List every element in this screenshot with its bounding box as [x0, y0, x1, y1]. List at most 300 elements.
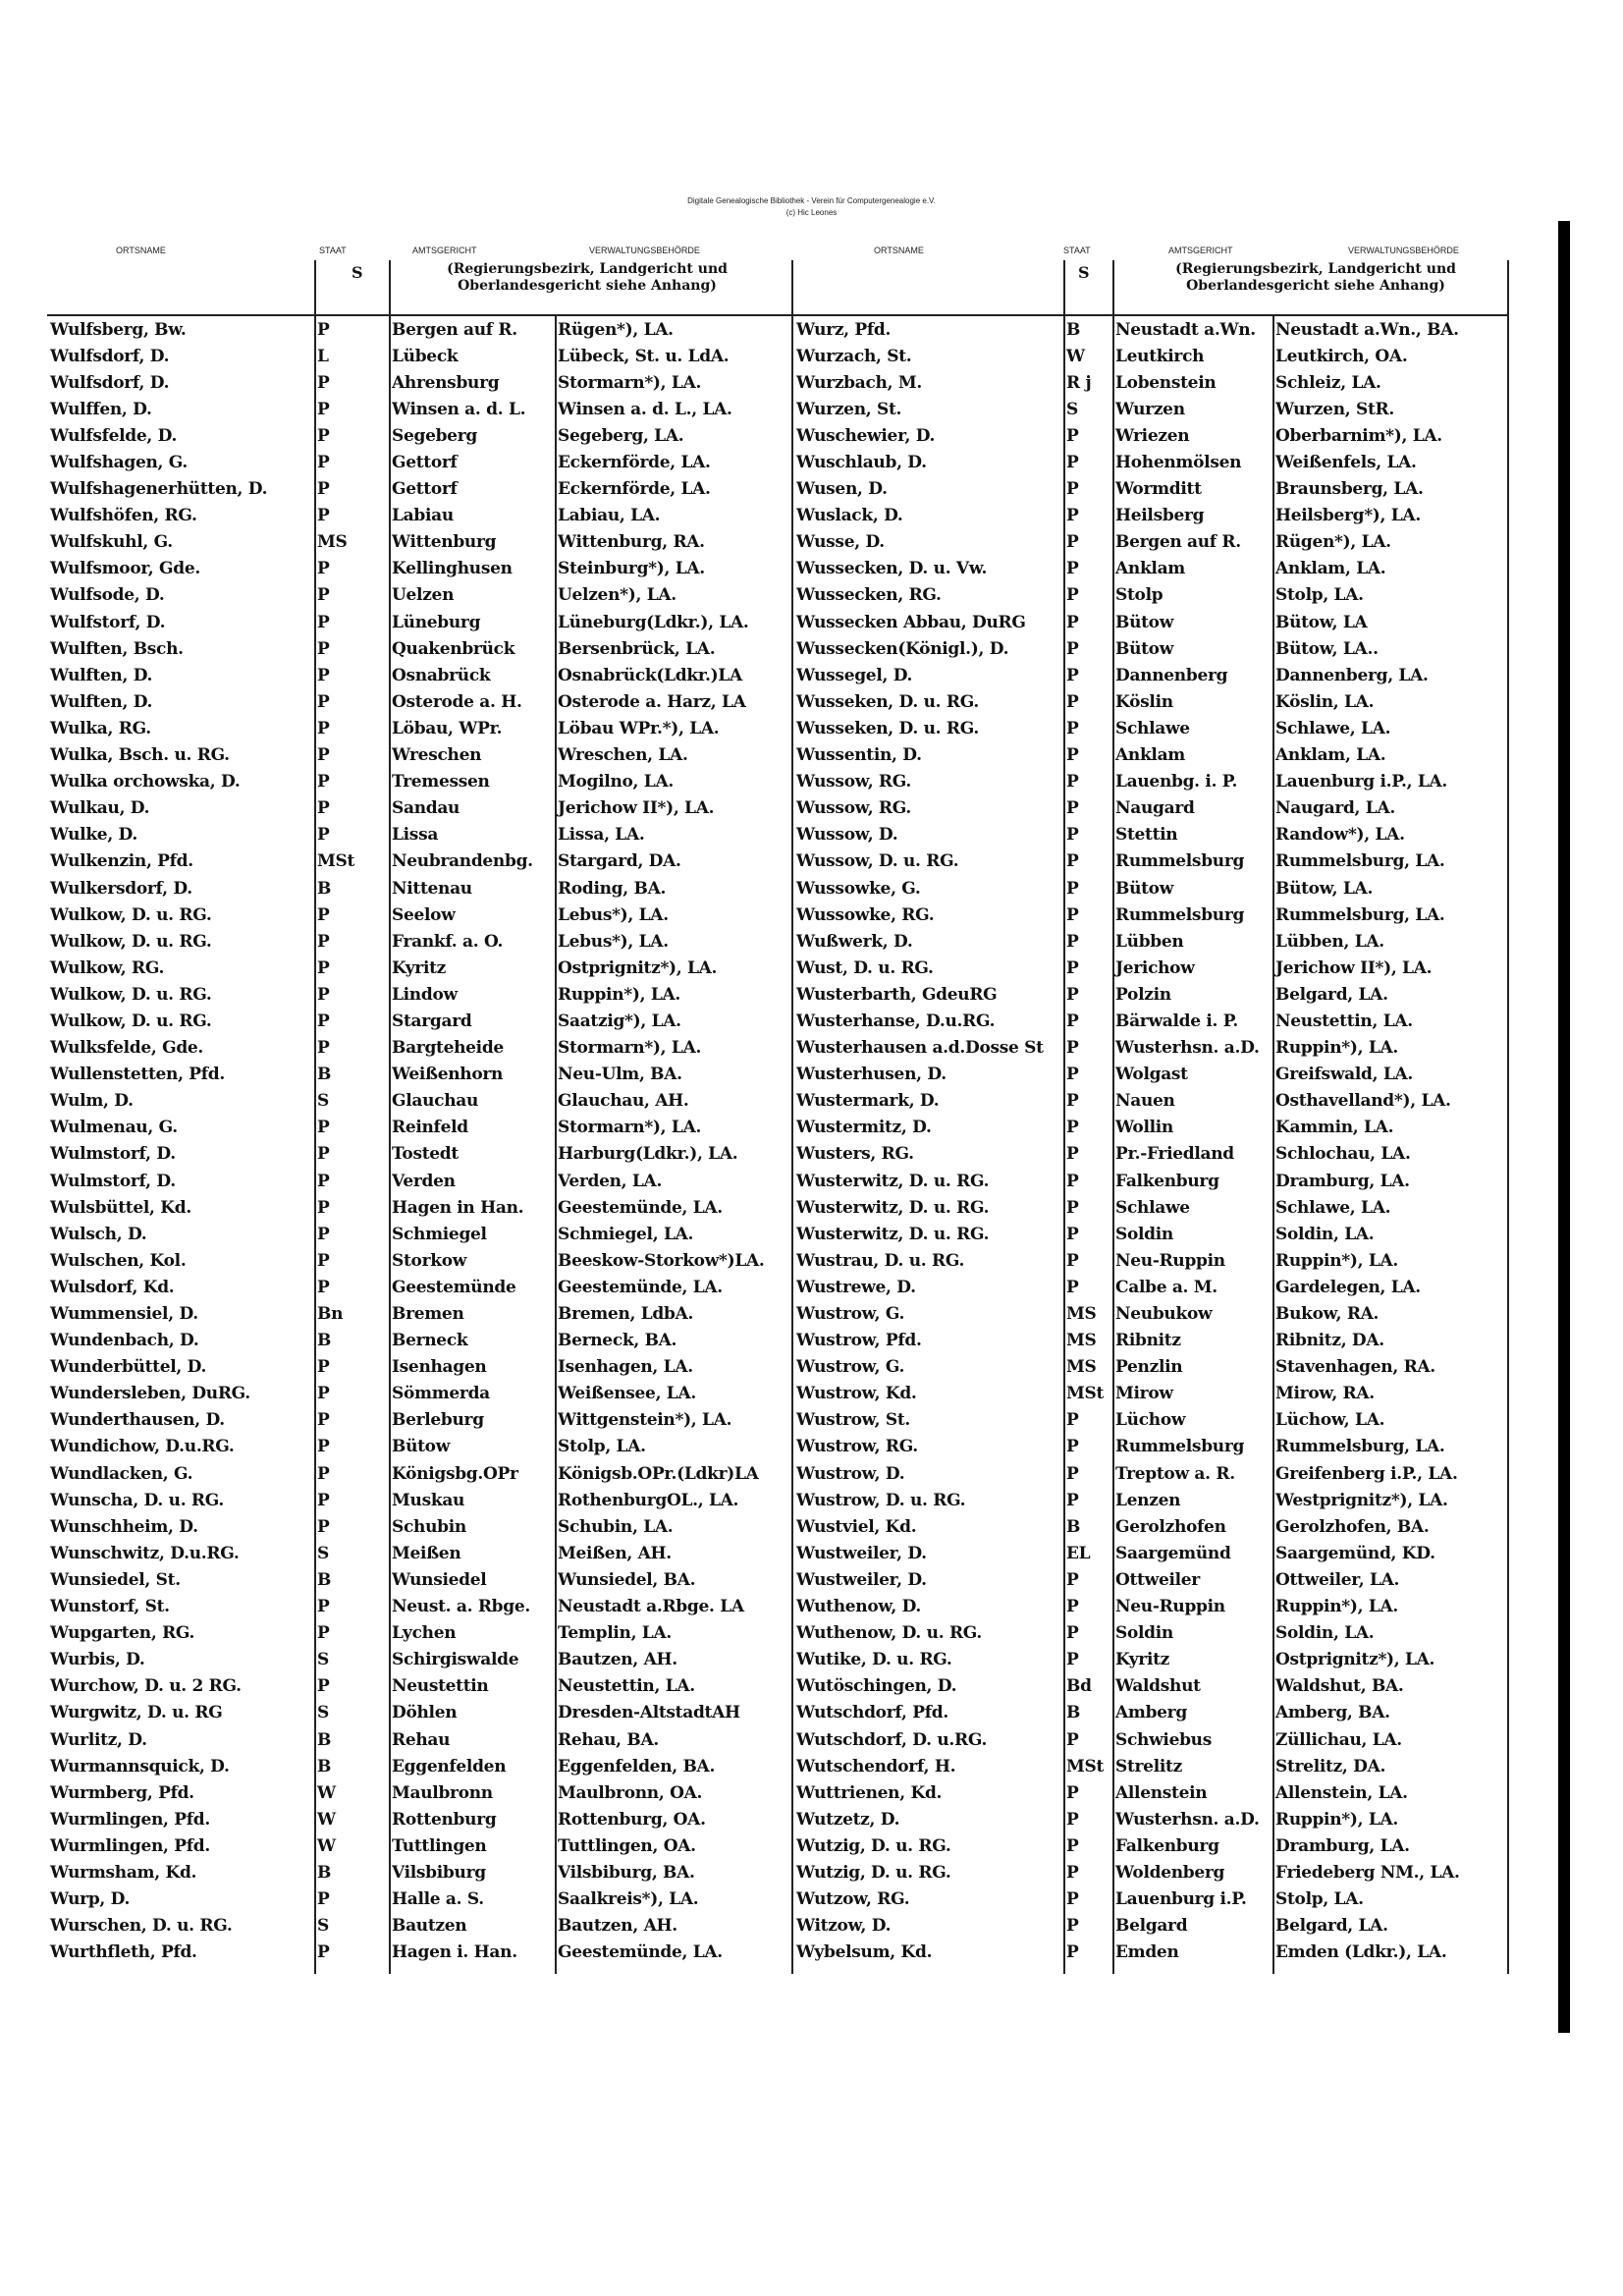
- ortsname-cell: Wutöschingen, D.: [796, 1676, 957, 1697]
- ortsname-cell: Wussecken, D. u. Vw.: [796, 559, 988, 579]
- staat-cell: MS: [1066, 1331, 1097, 1351]
- ortsname-cell: Wulfshagen, G.: [50, 453, 189, 473]
- verwaltung-cell: Berneck, BA.: [558, 1331, 677, 1351]
- table-row: [47, 1062, 791, 1088]
- ortsname-cell: Wussentin, D.: [796, 745, 922, 766]
- table-row: [47, 1700, 791, 1726]
- table-row: [47, 1115, 791, 1141]
- table-row: [793, 1806, 1507, 1832]
- staat-cell: P: [317, 1676, 330, 1697]
- staat-cell: S: [1066, 399, 1078, 419]
- ortsname-cell: Wustrow, St.: [796, 1410, 911, 1431]
- staat-cell: P: [1066, 1597, 1079, 1617]
- table-row: [793, 1221, 1507, 1247]
- table-row: [47, 1779, 791, 1806]
- amtsgericht-cell: Rottenburg: [392, 1809, 497, 1830]
- table-row: [793, 822, 1507, 848]
- amtsgericht-cell: Dannenberg: [1115, 665, 1228, 685]
- staat-cell: P: [317, 1437, 330, 1457]
- ortsname-cell: Wurmberg, Pfd.: [50, 1782, 194, 1803]
- table-row: [47, 1247, 791, 1274]
- verwaltung-cell: Tuttlingen, OA.: [558, 1835, 696, 1856]
- note-line-2: Oberlandesgericht siehe Anhang): [458, 278, 717, 294]
- table-row: [793, 422, 1507, 449]
- ortsname-cell: Wunstorf, St.: [50, 1597, 170, 1617]
- staat-cell: P: [317, 1889, 330, 1910]
- staat-cell: P: [1066, 1065, 1079, 1085]
- amtsgericht-cell: Segeberg: [392, 425, 477, 446]
- ortsname-cell: Wulsch, D.: [50, 1224, 147, 1244]
- ortsname-cell: Wusterhusen, D.: [796, 1065, 947, 1085]
- staat-cell: P: [1066, 1782, 1079, 1803]
- header-amtsgericht-right: AMTSGERICHT: [1168, 246, 1233, 255]
- amtsgericht-cell: Polzin: [1115, 984, 1171, 1005]
- verwaltung-cell: Dramburg, LA.: [1275, 1171, 1410, 1191]
- ortsname-cell: Wurmannsquick, D.: [50, 1756, 230, 1777]
- staat-cell: P: [1066, 1916, 1079, 1937]
- table-row: [47, 1594, 791, 1620]
- amtsgericht-cell: Labiau: [392, 506, 454, 526]
- copyright-line: (c) Hic Leones: [785, 208, 838, 217]
- table-row: [793, 1460, 1507, 1487]
- verwaltung-cell: Wittgenstein*), LA.: [558, 1410, 732, 1431]
- amtsgericht-cell: Bütow: [1115, 878, 1174, 899]
- ortsname-cell: Wussegel, D.: [796, 665, 913, 685]
- verwaltung-cell: Saargemünd, KD.: [1275, 1543, 1435, 1563]
- table-row: [47, 1407, 791, 1434]
- staat-cell: P: [1066, 1942, 1079, 1963]
- amtsgericht-cell: Wurzen: [1115, 399, 1185, 419]
- verwaltung-cell: Greifswald, LA.: [1275, 1065, 1414, 1085]
- table-row: [793, 1594, 1507, 1620]
- staat-cell: P: [1066, 1437, 1079, 1457]
- staat-cell: P: [317, 772, 330, 793]
- ortsname-cell: Wusseken, D. u. RG.: [796, 718, 979, 738]
- table-row: [47, 1886, 791, 1913]
- amtsgericht-cell: Pr.-Friedland: [1115, 1144, 1234, 1165]
- verwaltung-cell: Stargard, DA.: [558, 851, 681, 872]
- staat-cell: S: [317, 1916, 329, 1937]
- amtsgericht-cell: Sömmerda: [392, 1384, 490, 1404]
- amtsgericht-cell: Wriezen: [1115, 425, 1190, 446]
- amtsgericht-cell: Döhlen: [392, 1703, 458, 1723]
- note-line-1: (Regierungsbezirk, Landgericht und: [447, 261, 728, 277]
- table-row: [47, 981, 791, 1008]
- ortsname-cell: Wustrow, G.: [796, 1357, 905, 1378]
- table-row: [47, 1513, 791, 1540]
- ortsname-cell: Wulfsfelde, D.: [50, 425, 178, 446]
- table-row: [793, 1886, 1507, 1913]
- table-row: [47, 476, 791, 503]
- table-row: [47, 369, 791, 396]
- amtsgericht-cell: Seelow: [392, 904, 456, 925]
- ortsname-cell: Wutike, D. u. RG.: [796, 1650, 952, 1670]
- staat-cell: P: [1066, 1011, 1079, 1031]
- table-row: [793, 369, 1507, 396]
- amtsgericht-cell: Waldshut: [1115, 1676, 1201, 1697]
- amtsgericht-cell: Halle a. S.: [392, 1889, 484, 1910]
- table-row: [793, 1062, 1507, 1088]
- verwaltung-cell: Glauchau, AH.: [558, 1091, 689, 1112]
- verwaltung-cell: Emden (Ldkr.), LA.: [1275, 1942, 1447, 1963]
- table-row: [47, 955, 791, 981]
- verwaltung-cell: Lübben, LA.: [1275, 931, 1384, 952]
- staat-cell: W: [1066, 346, 1085, 366]
- verwaltung-cell: Wreschen, LA.: [558, 745, 688, 766]
- verwaltung-cell: Neustettin, LA.: [1275, 1011, 1413, 1031]
- verwaltung-cell: Uelzen*), LA.: [558, 585, 676, 606]
- verwaltung-cell: Rügen*), LA.: [1275, 532, 1391, 553]
- amtsgericht-cell: Lüneburg: [392, 612, 481, 632]
- verwaltung-cell: Braunsberg, LA.: [1275, 479, 1424, 500]
- table-row: [793, 556, 1507, 582]
- staat-cell: P: [317, 1357, 330, 1378]
- amtsgericht-cell: Stolp: [1115, 585, 1163, 606]
- ortsname-cell: Wulfskuhl, G.: [50, 532, 173, 553]
- verwaltung-cell: Züllichau, LA.: [1275, 1729, 1402, 1750]
- table-row: [793, 1726, 1507, 1753]
- ortsname-cell: Wurchow, D. u. 2 RG.: [50, 1676, 242, 1697]
- verwaltung-cell: Westprignitz*), LA.: [1275, 1490, 1448, 1510]
- verwaltung-cell: Lüneburg(Ldkr.), LA.: [558, 612, 749, 632]
- table-row: [793, 1673, 1507, 1700]
- verwaltung-cell: Eckernförde, LA.: [558, 479, 711, 500]
- table-row: [47, 582, 791, 609]
- staat-cell: EL: [1066, 1543, 1091, 1563]
- staat-cell: P: [317, 585, 330, 606]
- table-row: [47, 1940, 791, 1966]
- verwaltung-cell: Schlochau, LA.: [1275, 1144, 1411, 1165]
- ortsname-cell: Wulkow, D. u. RG.: [50, 1011, 212, 1031]
- table-row: [793, 1300, 1507, 1327]
- staat-cell: P: [317, 957, 330, 978]
- table-row: [47, 1008, 791, 1034]
- amtsgericht-cell: Lauenburg i.P.: [1115, 1889, 1247, 1910]
- staat-cell: P: [317, 1011, 330, 1031]
- amtsgericht-cell: Bütow: [392, 1437, 451, 1457]
- amtsgericht-cell: Wollin: [1115, 1118, 1173, 1138]
- staat-cell: P: [1066, 638, 1079, 659]
- table-row: [47, 343, 791, 369]
- ortsname-cell: Wußwerk, D.: [796, 931, 913, 952]
- table-row: [793, 1328, 1507, 1354]
- ortsname-cell: Wundenbach, D.: [50, 1331, 199, 1351]
- ortsname-cell: Wussow, D.: [796, 825, 898, 846]
- ortsname-cell: Wurlitz, D.: [50, 1729, 147, 1750]
- amtsgericht-cell: Neubukow: [1115, 1304, 1213, 1325]
- table-row: [47, 1328, 791, 1354]
- amtsgericht-cell: Calbe a. M.: [1115, 1277, 1217, 1297]
- verwaltung-cell: Saatzig*), LA.: [558, 1011, 681, 1031]
- staat-cell: P: [1066, 931, 1079, 952]
- ortsname-cell: Wulkow, D. u. RG.: [50, 931, 212, 952]
- table-row: [47, 875, 791, 902]
- table-row: [793, 928, 1507, 955]
- staat-cell: S: [317, 1543, 329, 1563]
- verwaltung-cell: Bersenbrück, LA.: [558, 638, 716, 659]
- table-row: [793, 875, 1507, 902]
- staat-cell: P: [317, 1118, 330, 1138]
- amtsgericht-cell: Neu-Ruppin: [1115, 1250, 1225, 1271]
- verwaltung-cell: Verden, LA.: [558, 1171, 663, 1191]
- ortsname-cell: Wupgarten, RG.: [50, 1623, 195, 1644]
- verwaltung-cell: Osnabrück(Ldkr.)LA: [558, 665, 742, 685]
- verwaltung-cell: Harburg(Ldkr.), LA.: [558, 1144, 738, 1165]
- staat-cell: P: [1066, 1809, 1079, 1830]
- staat-cell: B: [317, 878, 332, 899]
- amtsgericht-cell: Lübeck: [392, 346, 459, 366]
- amtsgericht-cell: Schirgiswalde: [392, 1650, 519, 1670]
- amtsgericht-cell: Neubrandenbg.: [392, 851, 533, 872]
- ortsname-cell: Wusterbarth, GdeuRG: [796, 984, 998, 1005]
- ortsname-cell: Wulkow, RG.: [50, 957, 165, 978]
- ortsname-cell: Wullenstetten, Pfd.: [50, 1065, 226, 1085]
- table-row: [793, 795, 1507, 822]
- amtsgericht-cell: Nittenau: [392, 878, 472, 899]
- table-row: [793, 1753, 1507, 1779]
- verwaltung-cell: Templin, LA.: [558, 1623, 672, 1644]
- header-staat-right: STAAT: [1063, 246, 1091, 255]
- table-row: [793, 1620, 1507, 1647]
- verwaltung-cell: Rottenburg, OA.: [558, 1809, 706, 1830]
- amtsgericht-cell: Lenzen: [1115, 1490, 1181, 1510]
- ortsname-cell: Wummensiel, D.: [50, 1304, 198, 1325]
- verwaltung-cell: Mogilno, LA.: [558, 772, 674, 793]
- table-row: [793, 1700, 1507, 1726]
- verwaltung-cell: Stormarn*), LA.: [558, 372, 702, 393]
- amtsgericht-cell: Winsen a. d. L.: [392, 399, 526, 419]
- staat-cell: P: [317, 506, 330, 526]
- ortsname-cell: Wusseken, D. u. RG.: [796, 691, 979, 712]
- verwaltung-cell: Bautzen, AH.: [558, 1916, 677, 1937]
- table-row: [793, 1354, 1507, 1381]
- verwaltung-cell: Belgard, LA.: [1275, 984, 1388, 1005]
- amtsgericht-cell: Tremessen: [392, 772, 490, 793]
- table-row: [47, 1274, 791, 1300]
- staat-cell: P: [1066, 772, 1079, 793]
- staat-cell: P: [317, 612, 330, 632]
- amtsgericht-cell: Königsbg.OPr: [392, 1463, 518, 1484]
- table-row: [793, 529, 1507, 556]
- amtsgericht-cell: Rummelsburg: [1115, 851, 1245, 872]
- amtsgericht-cell: Schlawe: [1115, 1197, 1190, 1218]
- staat-cell: P: [1066, 612, 1079, 632]
- amtsgericht-cell: Löbau, WPr.: [392, 718, 503, 738]
- amtsgericht-cell: Wunsiedel: [392, 1569, 487, 1590]
- verwaltung-cell: Heilsberg*), LA.: [1275, 506, 1421, 526]
- amtsgericht-cell: Allenstein: [1115, 1782, 1208, 1803]
- verwaltung-cell: Bautzen, AH.: [558, 1650, 677, 1670]
- amtsgericht-cell: Osterode a. H.: [392, 691, 522, 712]
- note-line-2: Oberlandesgericht siehe Anhang): [1186, 278, 1445, 294]
- staat-cell: P: [317, 1144, 330, 1165]
- staat-cell: P: [1066, 1463, 1079, 1484]
- verwaltung-cell: Stormarn*), LA.: [558, 1038, 702, 1059]
- staat-cell: W: [317, 1782, 336, 1803]
- table-row: [47, 848, 791, 875]
- staat-cell: P: [1066, 1835, 1079, 1856]
- table-row: [47, 449, 791, 475]
- table-row: [47, 1088, 791, 1115]
- ortsname-cell: Wustrow, D. u. RG.: [796, 1490, 966, 1510]
- ortsname-cell: Wurmlingen, Pfd.: [50, 1835, 210, 1856]
- staat-cell: P: [317, 559, 330, 579]
- staat-cell: P: [317, 904, 330, 925]
- verwaltung-cell: Dresden-AltstadtAH: [558, 1703, 740, 1723]
- staat-cell: W: [317, 1809, 336, 1830]
- staat-cell: P: [317, 931, 330, 952]
- table-row: [793, 1566, 1507, 1593]
- ortsname-cell: Wustweiler, D.: [796, 1543, 927, 1563]
- table-row: [47, 1487, 791, 1513]
- ortsname-cell: Wuschlaub, D.: [796, 453, 927, 473]
- verwaltung-cell: Eckernförde, LA.: [558, 453, 711, 473]
- amtsgericht-cell: Bergen auf R.: [392, 319, 517, 340]
- ortsname-cell: Wustermitz, D.: [796, 1118, 932, 1138]
- ortsname-cell: Wutzig, D. u. RG.: [796, 1835, 951, 1856]
- verwaltung-cell: Gerolzhofen, BA.: [1275, 1516, 1430, 1537]
- verwaltung-cell: Steinburg*), LA.: [558, 559, 705, 579]
- staat-cell: P: [317, 1942, 330, 1963]
- ortsname-cell: Wulka orchowska, D.: [50, 772, 241, 793]
- ortsname-cell: Wustrow, RG.: [796, 1437, 918, 1457]
- ortsname-cell: Wulke, D.: [50, 825, 138, 846]
- staat-cell: B: [317, 1569, 332, 1590]
- verwaltung-cell: Wunsiedel, BA.: [558, 1569, 696, 1590]
- amtsgericht-cell: Isenhagen: [392, 1357, 487, 1378]
- amtsgericht-cell: Hagen i. Han.: [392, 1942, 517, 1963]
- subheader-note-right: [1119, 261, 1512, 295]
- amtsgericht-cell: Storkow: [392, 1250, 467, 1271]
- ortsname-cell: Wulften, D.: [50, 691, 153, 712]
- table-row: [793, 1035, 1507, 1062]
- amtsgericht-cell: Anklam: [1115, 559, 1185, 579]
- amtsgericht-cell: Ribnitz: [1115, 1331, 1181, 1351]
- verwaltung-cell: Beeskow-Storkow*)LA.: [558, 1250, 765, 1271]
- ortsname-cell: Wustermark, D.: [796, 1091, 940, 1112]
- table-row: [793, 316, 1507, 343]
- verwaltung-cell: Soldin, LA.: [1275, 1623, 1375, 1644]
- amtsgericht-cell: Neustettin: [392, 1676, 489, 1697]
- table-row: [793, 1381, 1507, 1407]
- amtsgericht-cell: Nauen: [1115, 1091, 1175, 1112]
- amtsgericht-cell: Berneck: [392, 1331, 468, 1351]
- verwaltung-cell: Schlawe, LA.: [1275, 1197, 1391, 1218]
- staat-cell: P: [317, 718, 330, 738]
- ortsname-cell: Wulsbüttel, Kd.: [50, 1197, 191, 1218]
- staat-cell: P: [1066, 479, 1079, 500]
- ortsname-cell: Wunderbüttel, D.: [50, 1357, 207, 1378]
- staat-cell: P: [1066, 984, 1079, 1005]
- table-row: [793, 662, 1507, 688]
- ortsname-cell: Wulften, D.: [50, 665, 153, 685]
- verwaltung-cell: Rummelsburg, LA.: [1275, 904, 1445, 925]
- ortsname-cell: Wuthenow, D.: [796, 1597, 922, 1617]
- verwaltung-cell: Bütow, LA..: [1275, 638, 1379, 659]
- verwaltung-cell: Mirow, RA.: [1275, 1384, 1375, 1404]
- amtsgericht-cell: Emden: [1115, 1942, 1179, 1963]
- verwaltung-cell: Rummelsburg, LA.: [1275, 1437, 1445, 1457]
- staat-cell: P: [1066, 1144, 1079, 1165]
- staat-cell: P: [317, 984, 330, 1005]
- staat-cell: P: [317, 399, 330, 419]
- verwaltung-cell: Schleiz, LA.: [1275, 372, 1381, 393]
- staat-cell: P: [317, 425, 330, 446]
- ortsname-cell: Wurthfleth, Pfd.: [50, 1942, 197, 1963]
- staat-cell: P: [1066, 1490, 1079, 1510]
- table-row: [47, 529, 791, 556]
- table-row: [793, 476, 1507, 503]
- table-row: [47, 1540, 791, 1566]
- table-row: [47, 316, 791, 343]
- amtsgericht-cell: Eggenfelden: [392, 1756, 507, 1777]
- staat-cell: Bn: [317, 1304, 344, 1325]
- staat-cell: P: [317, 1623, 330, 1644]
- table-row: [47, 928, 791, 955]
- amtsgericht-cell: Woldenberg: [1115, 1862, 1225, 1883]
- ortsname-cell: Wusterwitz, D. u. RG.: [796, 1171, 990, 1191]
- verwaltung-cell: Ruppin*), LA.: [558, 984, 681, 1005]
- ortsname-cell: Wurmlingen, Pfd.: [50, 1809, 210, 1830]
- staat-cell: MSt: [317, 851, 355, 872]
- table-row: [793, 1647, 1507, 1673]
- credit-line: Digitale Genealogische Bibliothek - Verein für Computergenealogie e.V.: [687, 196, 936, 205]
- verwaltung-cell: Schlawe, LA.: [1275, 718, 1391, 738]
- amtsgericht-cell: Tuttlingen: [392, 1835, 487, 1856]
- amtsgericht-cell: Wreschen: [392, 745, 482, 766]
- staat-mark-left: S: [352, 263, 363, 282]
- amtsgericht-cell: Rummelsburg: [1115, 1437, 1245, 1457]
- amtsgericht-cell: Berleburg: [392, 1410, 484, 1431]
- ortsname-cell: Wurbis, D.: [50, 1650, 145, 1670]
- table-row: [47, 1806, 791, 1832]
- table-row: [793, 1913, 1507, 1940]
- staat-cell: P: [317, 1597, 330, 1617]
- staat-cell: MS: [317, 532, 348, 553]
- amtsgericht-cell: Leutkirch: [1115, 346, 1205, 366]
- amtsgericht-cell: Jerichow: [1115, 957, 1195, 978]
- table-row: [793, 1247, 1507, 1274]
- ortsname-cell: Wulffen, D.: [50, 399, 152, 419]
- verwaltung-cell: Friedeberg NM., LA.: [1275, 1862, 1460, 1883]
- staat-cell: P: [1066, 425, 1079, 446]
- ortsname-cell: Wustviel, Kd.: [796, 1516, 917, 1537]
- table-row: [47, 1434, 791, 1460]
- amtsgericht-cell: Ahrensburg: [392, 372, 500, 393]
- table-row: [47, 769, 791, 795]
- ortsname-cell: Wusterwitz, D. u. RG.: [796, 1224, 990, 1244]
- table-row: [47, 1381, 791, 1407]
- amtsgericht-cell: Frankf. a. O.: [392, 931, 504, 952]
- staat-cell: B: [317, 1065, 332, 1085]
- verwaltung-cell: Stavenhagen, RA.: [1275, 1357, 1435, 1378]
- table-row: [47, 1620, 791, 1647]
- amtsgericht-cell: Gerolzhofen: [1115, 1516, 1226, 1537]
- staat-cell: P: [317, 665, 330, 685]
- header-amtsgericht-left: AMTSGERICHT: [412, 246, 477, 255]
- verwaltung-cell: Lebus*), LA.: [558, 904, 669, 925]
- ortsname-cell: Wuslack, D.: [796, 506, 903, 526]
- ortsname-cell: Wundlacken, G.: [50, 1463, 193, 1484]
- amtsgericht-cell: Falkenburg: [1115, 1171, 1219, 1191]
- table-row: [793, 1513, 1507, 1540]
- verwaltung-cell: Schubin, LA.: [558, 1516, 674, 1537]
- verwaltung-cell: Maulbronn, OA.: [558, 1782, 703, 1803]
- amtsgericht-cell: Kyritz: [1115, 1650, 1170, 1670]
- ortsname-cell: Wunschheim, D.: [50, 1516, 198, 1537]
- scan-edge-bar: [1558, 221, 1570, 2033]
- staat-cell: P: [1066, 559, 1079, 579]
